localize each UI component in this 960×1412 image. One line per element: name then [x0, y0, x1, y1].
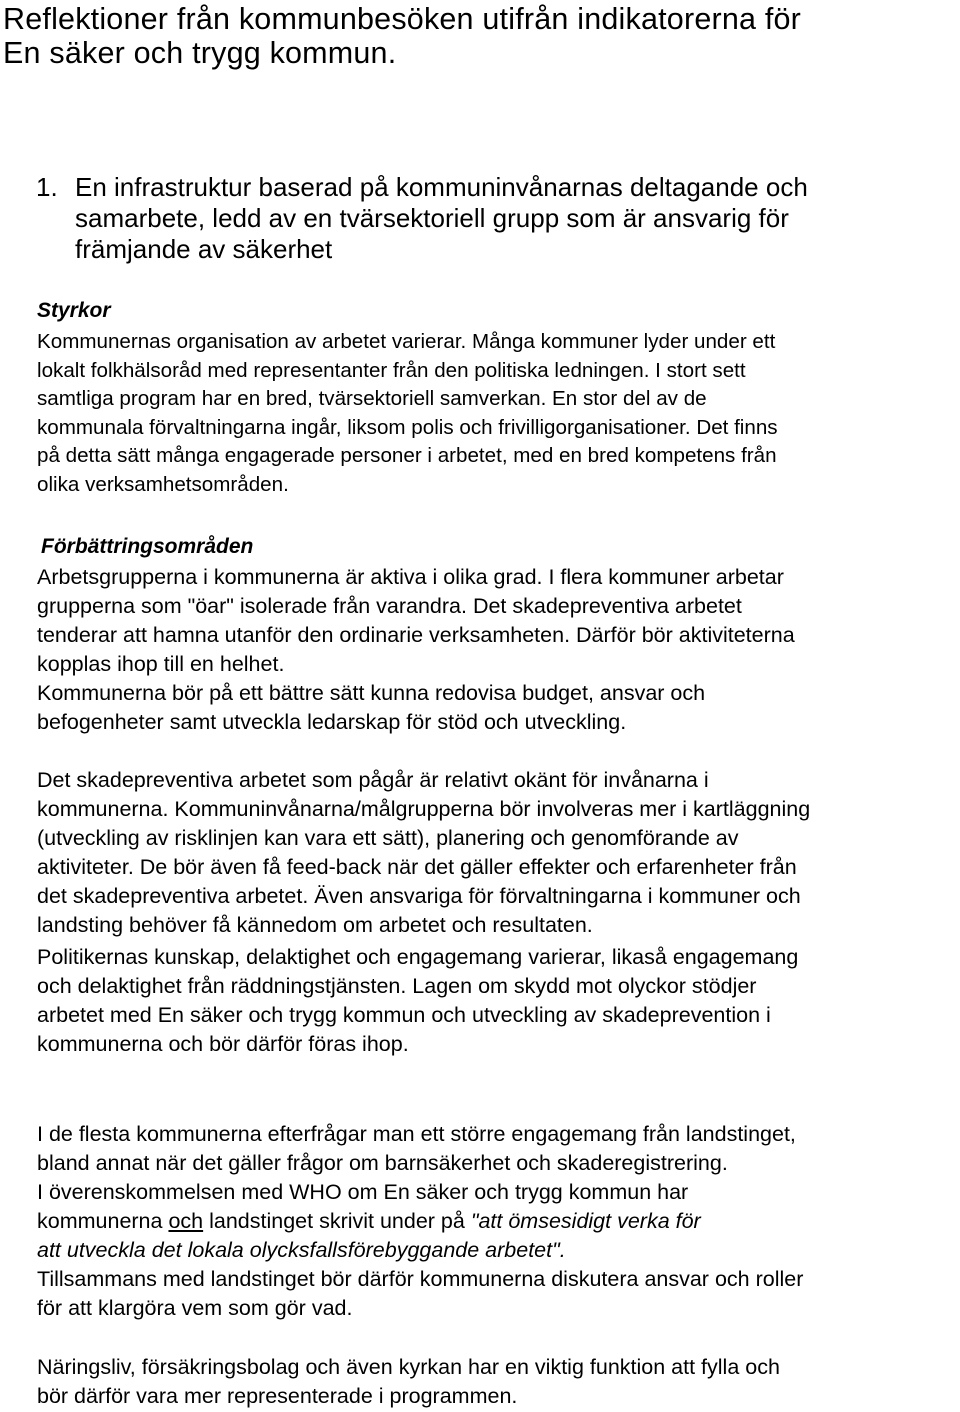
text-line: Näringsliv, försäkringsbolag och även kyrkan har en viktig funktion att fylla och: [37, 1355, 780, 1379]
text-line: det skadepreventiva arbetet. Även ansvariga för förvaltningarna i kommuner och: [37, 884, 801, 908]
text-line: aktiviteter. De bör även få feed-back när det gäller effekter och erfarenheter från: [37, 855, 797, 879]
improvements-paragraph-5: [37, 1353, 960, 1411]
text-line: lokalt folkhälsoråd med representanter från den politiska ledningen. I stort sett: [37, 358, 746, 382]
text-line: Kommunernas organisation av arbetet varierar. Många kommuner lyder under ett: [37, 330, 776, 353]
text-line: Kommunerna bör på ett bättre sätt kunna redovisa budget, ansvar och: [37, 681, 706, 705]
strengths-heading: Styrkor: [37, 299, 111, 322]
text-line: och delaktighet från räddningstjänsten. Lagen om skydd mot olyckor stödjer: [37, 974, 757, 998]
text-line: för att klargöra vem som gör vad.: [37, 1296, 353, 1320]
document-title: [3, 2, 801, 70]
text-line: grupperna som "öar" isolerade från varandra. Det skadepreventiva arbetet: [37, 594, 742, 618]
text-line: kommunerna. Kommuninvånarna/målgrupperna bör involveras mer i kartläggning: [37, 797, 811, 821]
title-line: En säker och trygg kommun.: [3, 36, 397, 70]
indicator-heading: [75, 172, 955, 265]
text-line: I de flesta kommunerna efterfrågar man ett större engagemang från landstinget,: [37, 1122, 796, 1146]
strengths-paragraph: [37, 328, 960, 500]
text-line: Politikernas kunskap, delaktighet och engagemang varierar, likaså engagemang: [37, 945, 799, 969]
underlined-word: och: [168, 1209, 204, 1233]
list-number: 1.: [36, 172, 58, 202]
text-segment: kommunerna: [37, 1209, 169, 1233]
text-line: kommunala förvaltningarna ingår, liksom polis och frivilligorganisationer. Det finns: [37, 415, 778, 439]
text-segment: landstinget skrivit under på: [203, 1209, 471, 1233]
text-line: Arbetsgrupperna i kommunerna är aktiva i olika grad. I flera kommuner arbetar: [37, 565, 784, 589]
text-line: på detta sätt många engagerade personer i arbetet, med en bred kompetens från: [37, 444, 777, 468]
text-line: bör därför vara mer representerade i programmen.: [37, 1384, 518, 1408]
text-line: [37, 1207, 960, 1236]
heading-line: främjande av säkerhet: [75, 234, 333, 264]
text-line: samtliga program har en bred, tvärsektoriell samverkan. En stor del av de: [37, 387, 707, 411]
heading-line: En infrastruktur baserad på kommuninvånarnas deltagande och: [75, 172, 808, 202]
improvements-paragraph-3: [37, 943, 960, 1059]
text-line: olika verksamhetsområden.: [37, 472, 289, 496]
improvements-heading: Förbättringsområden: [41, 535, 254, 558]
text-line: tenderar att hamna utanför den ordinarie verksamheten. Därför bör aktiviteterna: [37, 623, 795, 647]
quote-segment: "att ömsesidigt verka för: [470, 1209, 701, 1233]
text-line: befogenheter samt utveckla ledarskap för stöd och utveckling.: [37, 710, 627, 734]
quote-line: att utveckla det lokala olycksfallsförebyggande arbetet".: [37, 1238, 566, 1262]
text-line: kommunerna och bör därför föras ihop.: [37, 1032, 409, 1056]
text-line: Tillsammans med landstinget bör därför kommunerna diskutera ansvar och roller: [37, 1267, 804, 1291]
text-line: arbetet med En säker och trygg kommun och utveckling av skadeprevention i: [37, 1003, 771, 1027]
text-line: I överenskommelsen med WHO om En säker och trygg kommun har: [37, 1180, 689, 1204]
text-line: Det skadepreventiva arbetet som pågår är relativt okänt för invånarna i: [37, 768, 709, 792]
improvements-paragraph-2: [37, 766, 960, 940]
title-line: Reflektioner från kommunbesöken utifrån indikatorerna för: [3, 2, 802, 36]
text-line: bland annat när det gäller frågor om barnsäkerhet och skaderegistrering.: [37, 1151, 728, 1175]
text-line: landsting behöver få kännedom om arbetet och resultaten.: [37, 913, 593, 937]
improvements-paragraph-1: [37, 563, 960, 737]
text-line: kopplas ihop till en helhet.: [37, 652, 285, 676]
heading-line: samarbete, ledd av en tvärsektoriell grupp som är ansvarig för: [75, 203, 789, 233]
text-line: (utveckling av risklinjen kan vara ett sätt), planering och genomförande av: [37, 826, 739, 850]
improvements-paragraph-4: [37, 1120, 960, 1323]
